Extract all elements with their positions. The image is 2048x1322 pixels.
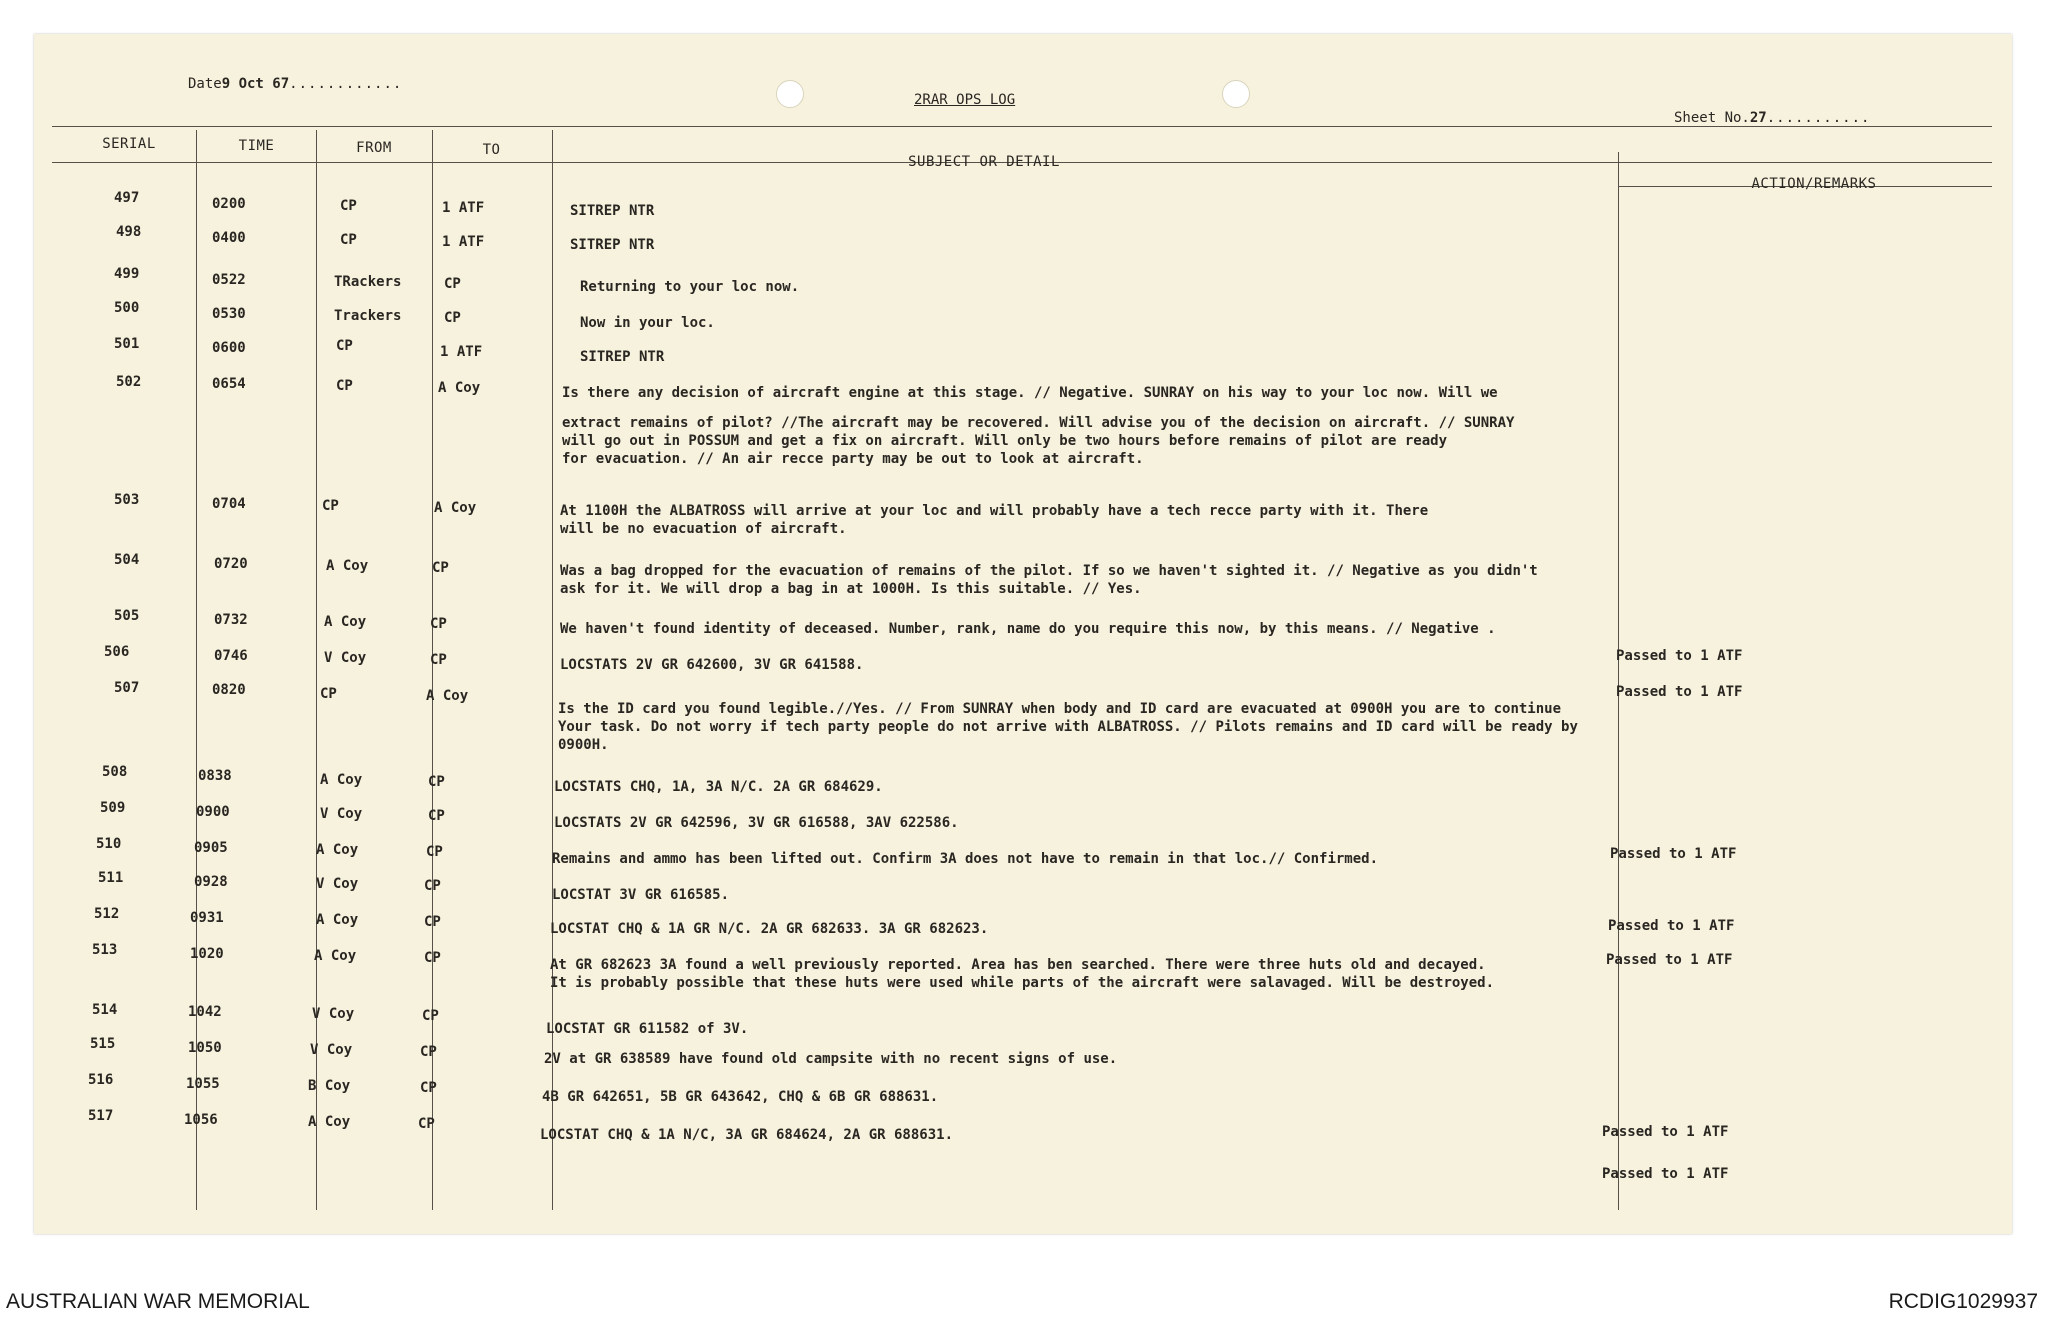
entry-time: 1050 bbox=[188, 1040, 222, 1056]
entry-to: 1 ATF bbox=[442, 234, 485, 250]
entry-detail: Returning to your loc now. bbox=[580, 279, 800, 295]
entry-to: CP bbox=[430, 652, 447, 668]
entry-from: A Coy bbox=[314, 948, 357, 964]
col-subject-heading: SUBJECT OR DETAIL bbox=[908, 154, 1060, 170]
entry-serial: 517 bbox=[88, 1108, 114, 1124]
entry-from: V Coy bbox=[316, 876, 359, 892]
date-field: Date9 Oct 67............ bbox=[188, 76, 403, 92]
entry-serial: 501 bbox=[114, 336, 140, 352]
entry-from: A Coy bbox=[316, 842, 359, 858]
entry-serial: 511 bbox=[98, 870, 124, 886]
entry-serial: 507 bbox=[114, 680, 140, 696]
entry-detail: LOCSTATS 2V GR 642600, 3V GR 641588. bbox=[560, 657, 864, 673]
entry-to: 1 ATF bbox=[440, 344, 483, 360]
entry-from: CP bbox=[322, 498, 339, 514]
col-serial-heading: SERIAL bbox=[102, 136, 156, 152]
entry-detail: Remains and ammo has been lifted out. Confirm 3A does not have to remain in that loc.// Confirmed. bbox=[552, 851, 1379, 867]
entry-detail: LOCSTAT GR 611582 of 3V. bbox=[546, 1021, 749, 1037]
archive-institution: AUSTRALIAN WAR MEMORIAL bbox=[6, 1290, 310, 1313]
sheet-number: Sheet No.27........... bbox=[1674, 110, 1871, 126]
entry-remark: Passed to 1 ATF bbox=[1608, 918, 1735, 934]
entry-remark: Passed to 1 ATF bbox=[1616, 684, 1743, 700]
entry-to: CP bbox=[420, 1080, 437, 1096]
entry-serial: 515 bbox=[90, 1036, 116, 1052]
entry-to: CP bbox=[418, 1116, 435, 1132]
entry-time: 0746 bbox=[214, 648, 248, 664]
entry-from: CP bbox=[320, 686, 337, 702]
entry-detail: At GR 682623 3A found a well previously reported. Area has ben searched. There were three huts old and decayed. It is probably possible that these huts were used while parts of the aircraft were salavaged. Will be destroyed. bbox=[550, 957, 1495, 991]
punch-hole-right bbox=[1222, 80, 1250, 108]
col-time-heading: TIME bbox=[238, 138, 275, 154]
col-divider-to bbox=[552, 130, 553, 1210]
entry-to: CP bbox=[424, 914, 441, 930]
entry-from: V Coy bbox=[310, 1042, 353, 1058]
entry-from: CP bbox=[336, 378, 353, 394]
col-from-heading: FROM bbox=[356, 140, 392, 156]
entry-from: Trackers bbox=[334, 308, 402, 324]
entry-time: 0600 bbox=[212, 340, 246, 356]
punch-hole-left bbox=[776, 80, 804, 108]
log-title: 2RAR OPS LOG bbox=[914, 92, 1016, 108]
entry-from: CP bbox=[336, 338, 353, 354]
record-id: RCDIG1029937 bbox=[1888, 1290, 2038, 1313]
entry-from: A Coy bbox=[320, 772, 363, 788]
entry-to: CP bbox=[424, 878, 441, 894]
entry-from: V Coy bbox=[320, 806, 363, 822]
entry-to: A Coy bbox=[426, 688, 469, 704]
entry-to: A Coy bbox=[434, 500, 477, 516]
entry-remark: Passed to 1 ATF bbox=[1610, 846, 1737, 862]
entry-serial: 514 bbox=[92, 1002, 118, 1018]
entry-serial: 508 bbox=[102, 764, 128, 780]
entry-serial: 503 bbox=[114, 492, 140, 508]
entry-serial: 510 bbox=[96, 836, 122, 852]
entry-time: 0905 bbox=[194, 840, 228, 856]
entry-detail: LOCSTATS CHQ, 1A, 3A N/C. 2A GR 684629. bbox=[554, 779, 883, 795]
entry-time: 0732 bbox=[214, 612, 248, 628]
entry-to: CP bbox=[432, 560, 449, 576]
sheet-value: 27 bbox=[1749, 110, 1767, 126]
entry-time: 0928 bbox=[194, 874, 228, 890]
date-label: Date bbox=[188, 76, 222, 92]
entry-to: CP bbox=[428, 808, 445, 824]
entry-serial: 509 bbox=[100, 800, 126, 816]
entry-detail: SITREP NTR bbox=[570, 203, 655, 219]
entry-time: 0522 bbox=[212, 272, 246, 288]
entry-remark: Passed to 1 ATF bbox=[1606, 952, 1733, 968]
col-to-heading: TO bbox=[482, 142, 501, 158]
entry-from: A Coy bbox=[316, 912, 359, 928]
entry-serial: 506 bbox=[104, 644, 130, 660]
entry-detail: Now in your loc. bbox=[580, 315, 715, 331]
entry-time: 0720 bbox=[214, 556, 248, 572]
entry-serial: 499 bbox=[114, 266, 140, 282]
entry-from: V Coy bbox=[324, 650, 367, 666]
entry-detail: LOCSTAT CHQ & 1A GR N/C. 2A GR 682633. 3A GR 682623. bbox=[550, 921, 989, 937]
entry-serial: 516 bbox=[88, 1072, 114, 1088]
entry-time: 0704 bbox=[212, 496, 246, 512]
entry-serial: 497 bbox=[114, 190, 140, 206]
entry-time: 1042 bbox=[188, 1004, 222, 1020]
entry-to: CP bbox=[428, 774, 445, 790]
entry-time: 0654 bbox=[212, 376, 246, 392]
entry-detail: Is there any decision of aircraft engine at this stage. // Negative. SUNRAY on his way to your loc now. Will we extract remains of pilot? //The aircraft may be recovered. Will advise you of the decision on aircraft. // SUNRAY will go out in POSSUM and get a fix on aircraft. Will only be two hours before remains of pilot are ready for evacuation. // An air recce party may be out to look at aircraft. bbox=[562, 385, 1515, 467]
log-sheet bbox=[34, 34, 2012, 1234]
entry-time: 0200 bbox=[212, 196, 246, 212]
entry-from: A Coy bbox=[326, 558, 369, 574]
entry-from: A Coy bbox=[324, 614, 367, 630]
entry-detail: Was a bag dropped for the evacuation of remains of the pilot. If so we haven't sighted it. // Negative as you didn't ask for it. We will drop a bag in at 1000H. Is this suitable. // Yes. bbox=[560, 563, 1538, 597]
col-divider-subject bbox=[1618, 152, 1619, 1210]
entry-time: 0931 bbox=[190, 910, 224, 926]
entry-from: V Coy bbox=[312, 1006, 355, 1022]
entry-detail: 4B GR 642651, 5B GR 643642, CHQ & 6B GR 688631. bbox=[542, 1089, 939, 1105]
entry-remark: Passed to 1 ATF bbox=[1602, 1124, 1729, 1140]
entry-time: 1056 bbox=[184, 1112, 218, 1128]
entry-detail: SITREP NTR bbox=[580, 349, 665, 365]
entry-from: CP bbox=[340, 198, 357, 214]
entry-detail: LOCSTAT CHQ & 1A N/C, 3A GR 684624, 2A GR 688631. bbox=[540, 1127, 954, 1143]
entry-serial: 498 bbox=[116, 224, 142, 240]
entry-serial: 505 bbox=[114, 608, 140, 624]
entry-remark: Passed to 1 ATF bbox=[1616, 648, 1743, 664]
entry-from: TRackers bbox=[334, 274, 402, 290]
entry-to: CP bbox=[444, 310, 461, 326]
date-value: 9 Oct 67 bbox=[221, 76, 290, 92]
entry-detail: LOCSTAT 3V GR 616585. bbox=[552, 887, 730, 903]
entry-detail: Is the ID card you found legible.//Yes. // From SUNRAY when body and ID card are evacuated at 0900H you are to continue Your task. Do not worry if tech party people do not arrive with ALBATROSS. // Pilots remains and ID card will be ready by 0900H. bbox=[558, 701, 1578, 753]
entry-detail: LOCSTATS 2V GR 642596, 3V GR 616588, 3AV 622586. bbox=[554, 815, 959, 831]
entry-to: CP bbox=[430, 616, 447, 632]
sheet-label: Sheet No. bbox=[1674, 110, 1750, 126]
entry-time: 0838 bbox=[198, 768, 232, 784]
entry-serial: 500 bbox=[114, 300, 140, 316]
entry-to: CP bbox=[424, 950, 441, 966]
entry-to: CP bbox=[420, 1044, 437, 1060]
entry-serial: 504 bbox=[114, 552, 140, 568]
entry-from: CP bbox=[340, 232, 357, 248]
entry-time: 0400 bbox=[212, 230, 246, 246]
entry-from: A Coy bbox=[308, 1114, 351, 1130]
entry-time: 0900 bbox=[196, 804, 230, 820]
col-action-heading: ACTION/REMARKS bbox=[1751, 176, 1877, 192]
entry-to: CP bbox=[444, 276, 461, 292]
entry-time: 0820 bbox=[212, 682, 246, 698]
entry-to: CP bbox=[422, 1008, 439, 1024]
entry-serial: 513 bbox=[92, 942, 118, 958]
entry-time: 1020 bbox=[190, 946, 224, 962]
entry-time: 1055 bbox=[186, 1076, 220, 1092]
entry-from: B Coy bbox=[308, 1078, 351, 1094]
entry-serial: 502 bbox=[116, 374, 142, 390]
entry-serial: 512 bbox=[94, 906, 120, 922]
entry-detail: At 1100H the ALBATROSS will arrive at your loc and will probably have a tech recce party with it. There will be no evacuation of aircraft. bbox=[560, 503, 1429, 537]
entry-to: A Coy bbox=[438, 380, 481, 396]
header-rule-top bbox=[52, 126, 1992, 127]
entry-to: CP bbox=[426, 844, 443, 860]
entry-detail: We haven't found identity of deceased. Number, rank, name do you require this now, by this means. // Negative . bbox=[560, 621, 1496, 637]
entry-to: 1 ATF bbox=[442, 200, 485, 216]
entry-detail: 2V at GR 638589 have found old campsite with no recent signs of use. bbox=[544, 1051, 1118, 1067]
entry-detail: SITREP NTR bbox=[570, 237, 655, 253]
entry-time: 0530 bbox=[212, 306, 246, 322]
entry-remark: Passed to 1 ATF bbox=[1602, 1166, 1729, 1182]
